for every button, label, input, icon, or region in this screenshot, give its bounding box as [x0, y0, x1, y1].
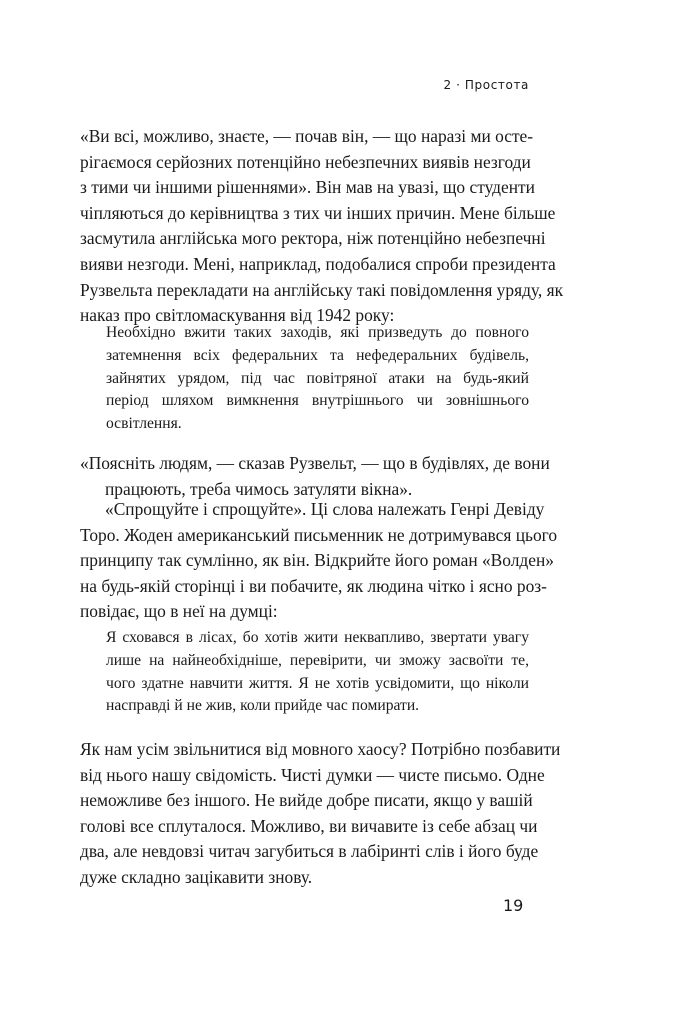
text-line: «Ви всі, можливо, знаєте, — почав він, — що наразі ми осте-	[80, 126, 534, 146]
paragraph-4	[80, 737, 561, 891]
quote-line: насправді й не жив, коли прийде час помирати.	[106, 697, 420, 715]
block-quote-1	[106, 322, 529, 436]
quote-line: лише на найнеобхідніше, перевірити, чи зможу засвоїти те,	[106, 651, 529, 669]
quote-line: освітлення.	[106, 415, 182, 433]
running-header: 2 · Простота	[443, 78, 529, 92]
quote-line: Необхідно вжити таких заходів, які призведуть до повного	[106, 324, 529, 341]
text-line: Торо. Жоден американський письменник не дотримувався цього	[80, 524, 558, 545]
paragraph-3	[80, 497, 558, 625]
text-line: рігаємося серйозних потенційно небезпечних виявів незгоди	[80, 151, 531, 172]
text-line: від нього нашу свідомість. Чисті думки — чисте письмо. Одне	[80, 764, 545, 785]
text-line: на будь-якій сторінці і ви побачите, як людина чітко і ясно роз-	[80, 575, 547, 596]
quote-line: зайнятих урядом, під час повітряної атаки на будь-який	[106, 369, 529, 387]
quote-line: чого здатне навчити життя. Я не хотів усвідомити, що ніколи	[106, 674, 529, 692]
quote-line: період шляхом вимкнення внутрішнього чи зовнішнього	[106, 392, 529, 410]
text-line: працюють, треба чимось затуляти вікна».	[105, 478, 413, 499]
text-line: «Поясніть людям, — сказав Рузвельт, — що в будівлях, де вони	[80, 453, 550, 473]
block-quote-2	[106, 627, 529, 718]
quote-line: Я сховався в лісах, бо хотів жити неквапливо, звертати увагу	[106, 629, 529, 646]
text-line: засмутила англійська мого ректора, ніж потенційно небезпечні	[80, 228, 546, 249]
text-line: неможливе без іншого. Не вийде добре писати, якщо у вашій	[80, 790, 533, 811]
text-line: два, але невдовзі читач загубиться в лабіринті слів і його буде	[80, 841, 539, 862]
text-line: повідає, що в неї на думці:	[80, 601, 278, 622]
page-number: 19	[503, 896, 524, 915]
quote-line: затемнення всіх федеральних та нефедеральних будівель,	[106, 346, 529, 364]
text-line: дуже складно зацікавити знову.	[80, 866, 313, 887]
text-line: голові все сплуталося. Можливо, ви вичавите із себе абзац чи	[80, 815, 538, 836]
text-line: Рузвельта перекладати на англійську такі повідомлення уряду, як	[80, 279, 564, 300]
text-line: чіпляються до керівництва з тих чи інших причин. Мене більше	[80, 202, 556, 223]
text-line: вияви незгоди. Мені, наприклад, подобалися спроби президента	[80, 253, 556, 274]
paragraph-1	[80, 124, 564, 329]
text-line: Як нам усім звільнитися від мовного хаосу? Потрібно позбавити	[80, 739, 561, 759]
text-line: принципу так сумлінно, як він. Відкрийте його роман «Волден»	[80, 550, 554, 571]
text-line: «Спрощуйте і спрощуйте». Ці слова належать Генрі Девіду	[105, 499, 545, 519]
paragraph-2	[80, 451, 550, 502]
text-line: наказ про світломаскування від 1942 року:	[80, 305, 395, 326]
text-line: з тими чи іншими рішеннями». Він мав на увазі, що студенти	[80, 177, 535, 198]
